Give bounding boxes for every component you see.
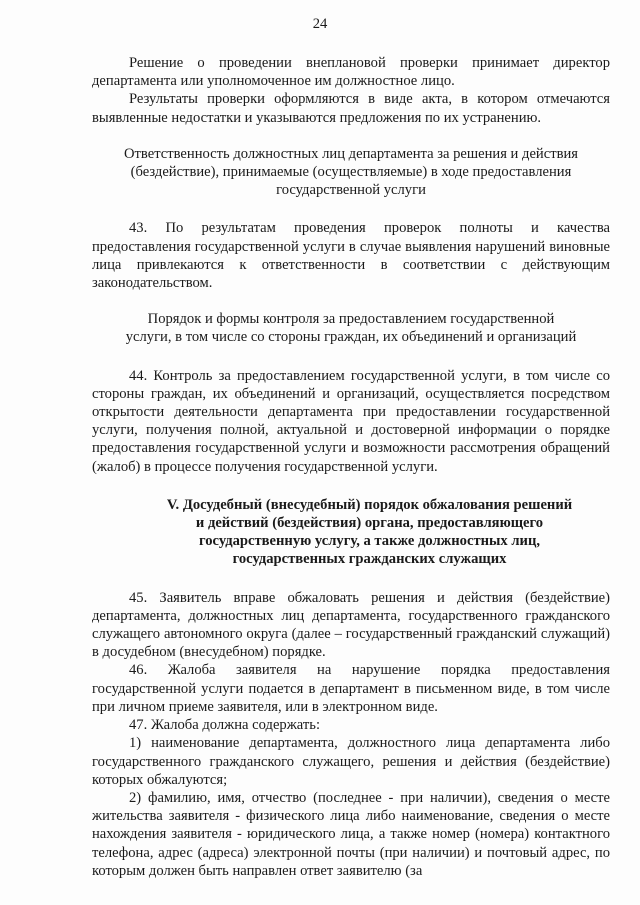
section-v-heading	[92, 496, 610, 569]
heading-line: Порядок и формы контроля за предоставлением государственной	[147, 311, 555, 328]
page-number: 24	[312, 16, 328, 32]
paragraph-44: 44. Контроль за предоставлением государственной услуги, в том числе со стороны граждан, их объединений и организаций, осуществляется посредством открытости деятельности департамента при предоставлении государственной услуги, получения полной, актуальной и достоверной информации о порядке предоставления государственной услуги и возможности рассмотрения обращений (жалоб) в процессе получения государственной услуги.	[92, 367, 610, 475]
section-heading-line: государственную услугу, а также должностных лиц,	[198, 533, 541, 550]
heading-line: государственной услуги	[276, 182, 426, 199]
paragraph-inspection-results: Результаты проверки оформляются в виде акта, в котором отмечаются выявленные недостатки и указываются предложения по их устранению.	[92, 91, 610, 126]
heading-official-responsibility	[92, 145, 610, 200]
paragraph-46: 46. Жалоба заявителя на нарушение порядка предоставления государственной услуги подается в департамент в письменном виде, в том числе при личном приеме заявителя, или в электронном виде.	[92, 662, 610, 715]
heading-line: услуги, в том числе со стороны граждан, их объединений и организаций	[125, 329, 577, 346]
heading-line: Ответственность должностных лиц департамента за решения и действия	[124, 145, 578, 162]
heading-control-procedure	[92, 310, 610, 346]
paragraph-43: 43. По результатам проведения проверок полноты и качества предоставления государственной услуги в случае выявления нарушений виновные лица привлекаются к ответственности в соответствии с действующим законодательством.	[92, 220, 610, 292]
document-body	[92, 54, 610, 880]
paragraph-47: 47. Жалоба должна содержать:	[129, 717, 320, 734]
section-heading-line: V. Досудебный (внесудебный) порядок обжалования решений	[166, 496, 573, 513]
section-heading-line: государственных гражданских служащих	[232, 551, 507, 568]
paragraph-45: 45. Заявитель вправе обжаловать решения и действия (бездействие) департамента, должностных лиц департамента, государственного гражданского служащего автономного округа (далее – государственный гражданский служащий) в досудебном (внесудебном) порядке.	[92, 589, 610, 661]
paragraph-47-item-1: 1) наименование департамента, должностного лица департамента либо государственного гражданского служащего, решения и действия (бездействие) которых обжалуются;	[92, 735, 610, 788]
heading-line: (бездействие), принимаемые (осуществляемые) в ходе предоставления	[130, 164, 572, 181]
section-heading-line: и действий (бездействия) органа, предоставляющего	[195, 515, 544, 532]
paragraph-unscheduled-inspection: Решение о проведении внеплановой проверки принимает директор департамента или уполномоченное им должностное лицо.	[92, 55, 610, 90]
paragraph-47-item-2: 2) фамилию, имя, отчество (последнее - при наличии), сведения о месте жительства заявителя - физического лица либо наименование, сведения о месте нахождения заявителя - юридического лица, а также номер (номера) контактного телефона, адрес (адреса) электронной почты (при наличии) и почтовый адрес, по которым должен быть направлен ответ заявителю (за	[92, 789, 610, 879]
